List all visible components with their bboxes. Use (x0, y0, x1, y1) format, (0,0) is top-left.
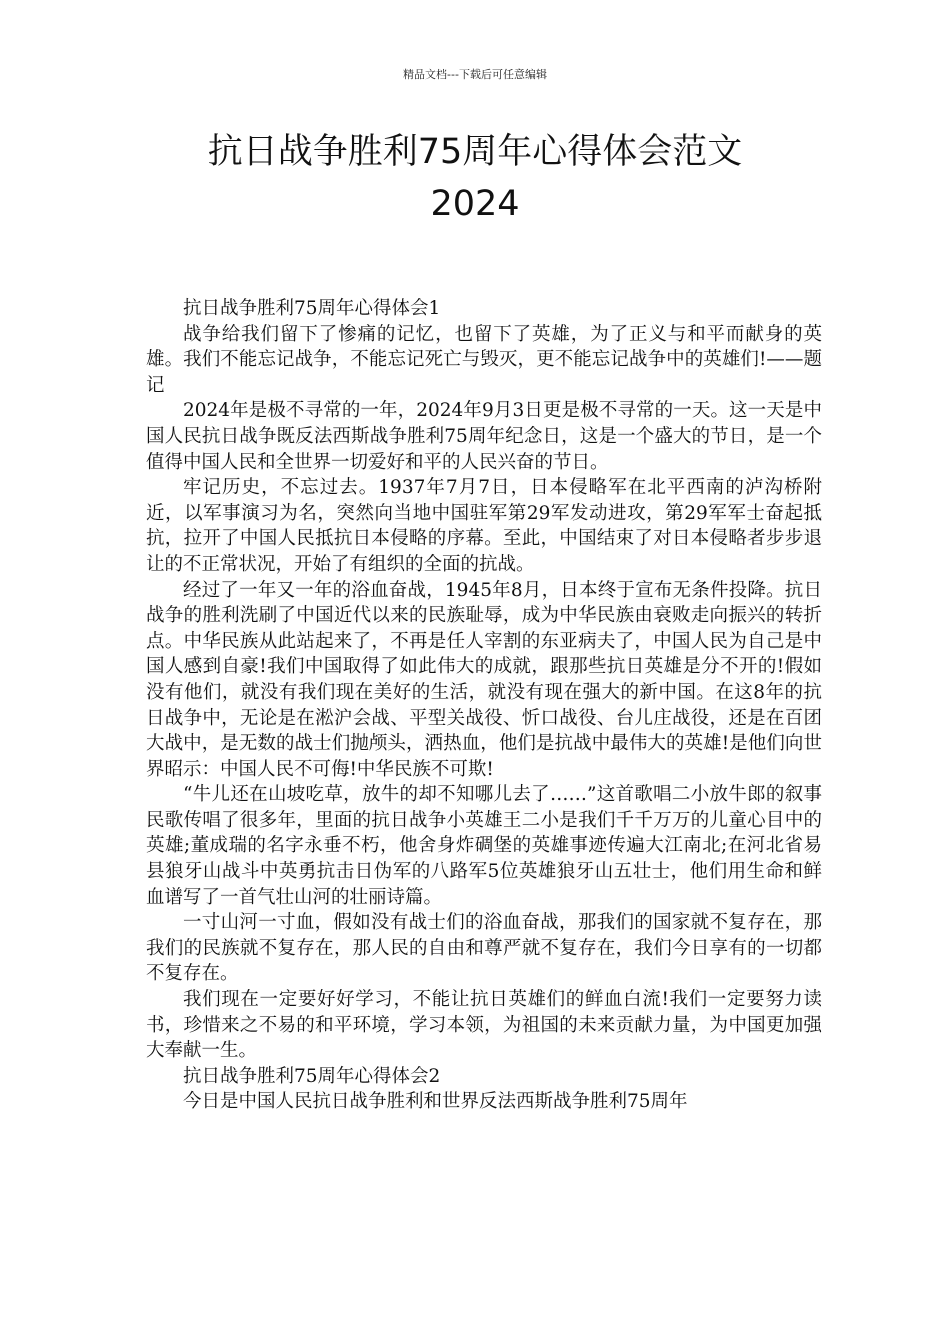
paragraph: “牛儿还在山坡吃草，放牛的却不知哪儿去了……”这首歌唱二小放牛郎的叙事民歌传唱了很多年，里面的抗日战争小英雄王二小是我们千千万万的儿童心目中的英雄;董成瑞的名字永垂不朽，他舍身炸碉堡的英雄事迹传遍大江南北;在河北省易县狼牙山战斗中英勇抗击日伪军的八路军5位英雄狼牙山五壮士，他们用生命和鲜血谱写了一首气壮山河的壮丽诗篇。 (146, 784, 822, 908)
paragraph: 我们现在一定要好好学习，不能让抗日英雄们的鲜血白流!我们一定要努力读书，珍惜来之不易的和平环境，学习本领，为祖国的未来贡献力量，为中国更加强大奉献一生。 (146, 989, 822, 1062)
paragraph: 今日是中国人民抗日战争胜利和世界反法西斯战争胜利75周年 (183, 1091, 688, 1113)
document-title-line-1: 抗日战争胜利75周年心得体会范文 (207, 132, 743, 172)
section-heading: 抗日战争胜利75周年心得体会1 (183, 298, 441, 319)
document-body (146, 296, 822, 1115)
paragraph: 2024年是极不寻常的一年，2024年9月3日更是极不寻常的一天。这一天是中国人民抗日战争既反法西斯战争胜利75周年纪念日，这是一个盛大的节日，是一个值得中国人民和全世界一切爱好和平的人民兴奋的节日。 (146, 400, 822, 473)
document-title (100, 126, 850, 230)
paragraph: 战争给我们留下了惨痛的记忆，也留下了英雄，为了正义与和平而献身的英雄。我们不能忘记战争，不能忘记死亡与毁灭，更不能忘记战争中的英雄们!——题记 (146, 323, 822, 396)
paragraph: 一寸山河一寸血，假如没有战士们的浴血奋战，那我们的国家就不复存在，那我们的民族就不复存在，那人民的自由和尊严就不复存在，我们今日享有的一切都不复存在。 (146, 912, 822, 985)
section-heading: 抗日战争胜利75周年心得体会2 (183, 1065, 441, 1087)
document-title-line-2: 2024 (430, 184, 520, 224)
paragraph: 经过了一年又一年的浴血奋战，1945年8月，日本终于宣布无条件投降。抗日战争的胜利洗刷了中国近代以来的民族耻辱，成为中华民族由衰败走向振兴的转折点。中华民族从此站起来了，不再是任人宰割的东亚病夫了，中国人民为自己是中国人感到自豪!我们中国取得了如此伟大的成就，跟那些抗日英雄是分不开的!假如没有他们，就没有我们现在美好的生活，就没有现在强大的新中国。在这8年的抗日战争中，无论是在淞沪会战、平型关战役、忻口战役、台儿庄战役，还是在百团大战中，是无数的战士们抛颅头，洒热血，他们是抗战中最伟大的英雄!是他们向世界昭示：中国人民不可侮!中华民族不可欺! (146, 579, 822, 780)
paragraph: 牢记历史，不忘过去。1937年7月7日，日本侵略军在北平西南的泸沟桥附近，以军事演习为名，突然向当地中国驻军第29军发动进攻，第29军军士奋起抵抗，拉开了中国人民抵抗日本侵略的序幕。至此，中国结束了对日本侵略者步步退让的不正常状况，开始了有组织的全面的抗战。 (146, 477, 822, 575)
header-note: 精品文档---下载后可任意编辑 (403, 68, 547, 81)
